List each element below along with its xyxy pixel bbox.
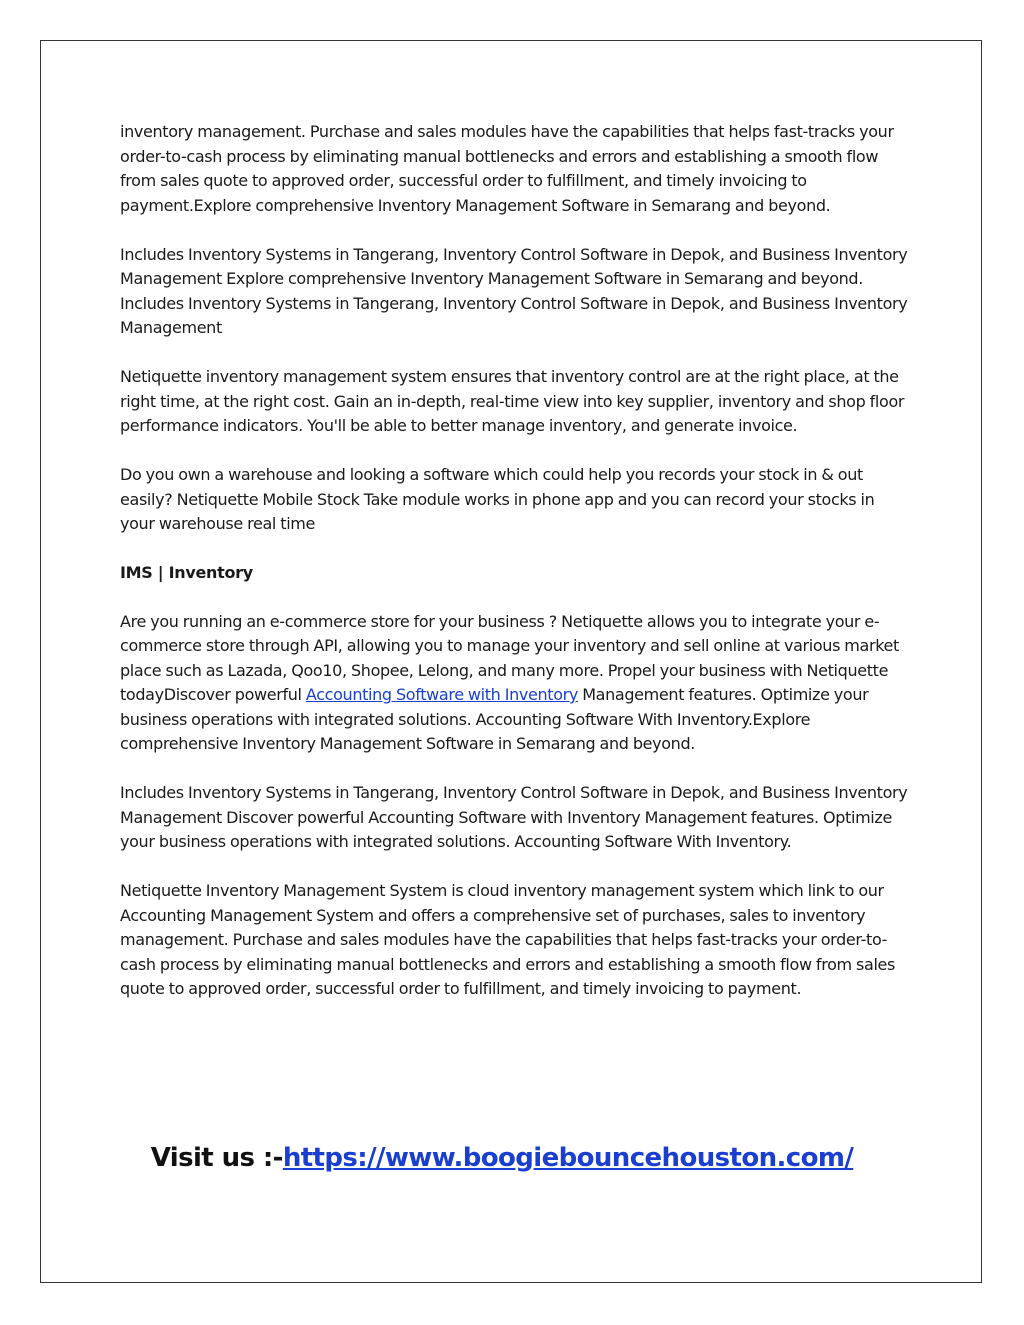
paragraph: inventory management. Purchase and sales modules have the capabilities that helps fast-tracks your order-to-cash process by eliminating manual bottlenecks and errors and establishing a smooth flow from sales quote to approved order, successful order to fulfillment, and timely invoicing to payment.Explore comprehensive Inventory Management Software in Semarang and beyond. bbox=[120, 122, 894, 215]
paragraph: Netiquette inventory management system ensures that inventory control are at the right place, at the right time, at the right cost. Gain an in-depth, real-time view into key supplier, inventory and shop floor performance indicators. You'll be able to better manage inventory, and generate invoice. bbox=[120, 367, 905, 435]
paragraph: Includes Inventory Systems in Tangerang, Inventory Control Software in Depok, and Business Inventory Management Discover powerful Accounting Software with Inventory Management features. Optimize your business operations with integrated solutions. Accounting Software With Inventory. bbox=[120, 783, 908, 851]
paragraph: Includes Inventory Systems in Tangerang, Inventory Control Software in Depok, and Business Inventory Management Explore comprehensive Inventory Management Software in Semarang and beyond. Includes Inventory Systems in Tangerang, Inventory Control Software in Depok, and Business Inventory Management bbox=[120, 244, 908, 337]
website-link[interactable]: https://www.boogiebouncehouston.com/ bbox=[282, 1143, 854, 1173]
section-heading: IMS | Inventory bbox=[120, 563, 253, 582]
ecommerce-paragraph bbox=[120, 610, 910, 757]
paragraph: Netiquette Inventory Management System is cloud inventory management system which link to our Accounting Management System and offers a comprehensive set of purchases, sales to inventory management. Purchase and sales modules have the capabilities that helps fast-tracks your order-to-cash process by eliminating manual bottlenecks and errors and establishing a smooth flow from sales quote to approved order, successful order to fulfillment, and timely invoicing to payment. bbox=[120, 881, 896, 998]
visit-us-label: Visit us :- bbox=[150, 1143, 283, 1173]
paragraph: Do you own a warehouse and looking a software which could help you records your stock in & out easily? Netiquette Mobile Stock Take module works in phone app and you can record your stocks in your warehouse real time bbox=[120, 465, 875, 533]
paragraph-text-before-link: Are you running an e-commerce store for your business ? Netiquette allows you to integrate your e-commerce store through API, allowing you to manage your inventory and sell online at various market place such as Lazada, Qoo10, Shopee, Lelong, and many more. Propel your business with Netiquette todayDiscover powerful bbox=[120, 611, 899, 704]
document-body bbox=[120, 120, 910, 1026]
accounting-software-link[interactable]: Accounting Software with Inventory bbox=[305, 685, 578, 704]
paragraph-text-after-link: Management features. Optimize your business operations with integrated solutions. Accounting Software With Inventory.Explore comprehensive Inventory Management Software in Semarang and beyond. bbox=[120, 685, 869, 753]
visit-us-line bbox=[0, 1143, 1004, 1173]
